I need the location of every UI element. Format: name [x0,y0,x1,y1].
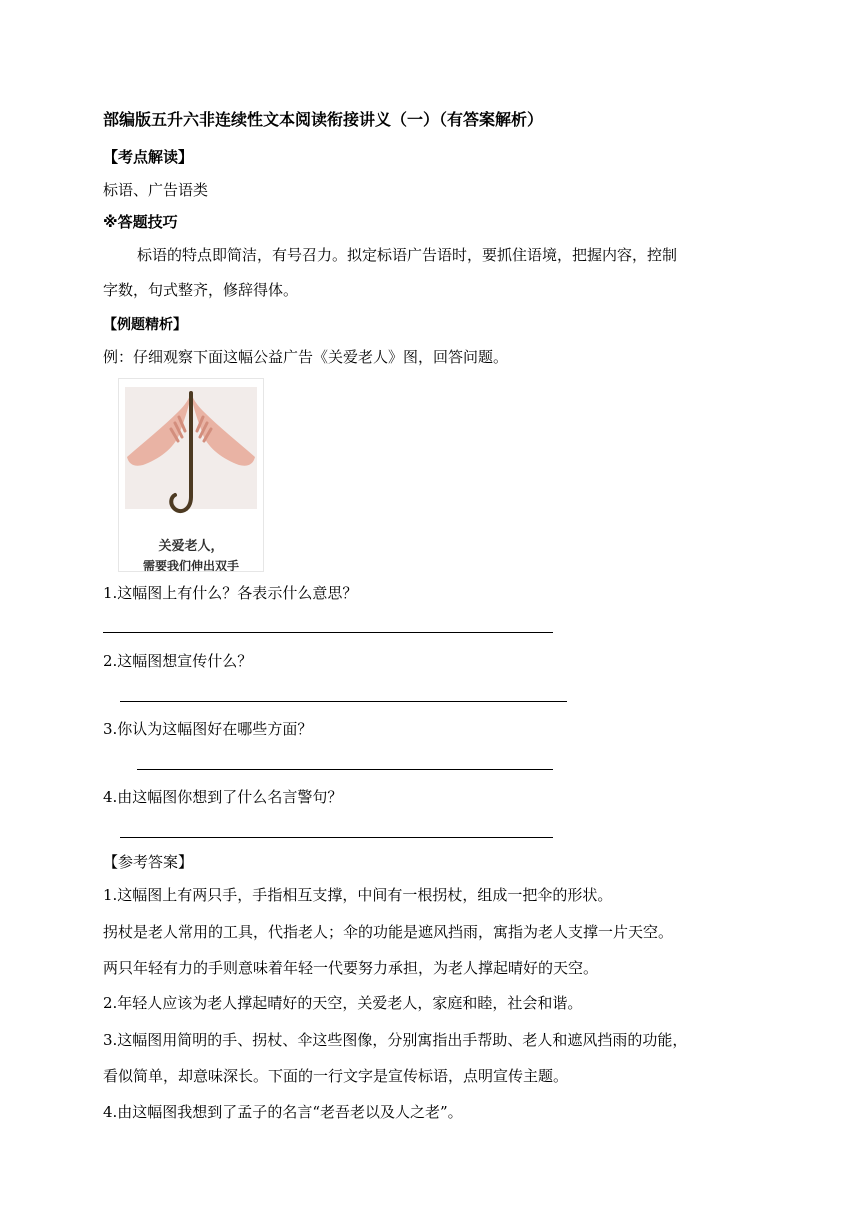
tips-text-line-2: 字数，句式整齐，修辞得体。 [103,281,299,299]
answer-text-6: 看似简单，却意味深长。下面的一行文字是宣传标语，点明宣传主题。 [103,1067,569,1085]
section-text-key-points: 标语、广告语类 [103,181,209,199]
answer-line-3[interactable] [137,769,553,770]
public-service-ad-image [118,378,264,572]
example-intro: 例：仔细观察下面这幅公益广告《关爱老人》图，回答问题。 [103,348,509,366]
example-heading: 【例题精析】 [103,317,187,333]
hands-umbrella-illustration [119,379,263,529]
answers-heading: 【参考答案】 [103,853,194,871]
answer-line-2[interactable] [120,701,567,702]
question-1: 1.这幅图上有什么？各表示什么意思？ [103,584,358,602]
question-2: 2.这幅图想宣传什么？ [103,652,253,670]
left-hand-shape [127,393,191,466]
section-heading-key-points: 【考点解读】 [103,148,194,166]
tips-heading: ※答题技巧 [103,213,178,231]
tips-text-line-1: 标语的特点即简洁，有号召力。拟定标语广告语时，要抓住语境，把握内容，控制 [137,246,678,264]
question-4: 4.由这幅图你想到了什么名言警句？ [103,788,343,806]
image-caption-line-1: 关爱老人， [158,539,224,554]
answer-line-1[interactable] [103,632,553,633]
question-3: 3.你认为这幅图好在哪些方面？ [103,720,313,738]
right-hand-shape [191,393,255,466]
answer-text-4: 2.年轻人应该为老人撑起晴好的天空，关爱老人，家庭和睦，社会和谐。 [103,994,583,1012]
document-title: 部编版五升六非连续性文本阅读衔接讲义（一）（有答案解析） [103,110,544,129]
answer-text-3: 两只年轻有力的手则意味着年轻一代要努力承担，为老人撑起晴好的天空。 [103,959,599,977]
answer-line-4[interactable] [120,837,553,838]
image-caption-line-2: 需要我们伸出双手 [142,559,239,572]
answer-text-2: 拐杖是老人常用的工具，代指老人；伞的功能是遮风挡雨，寓指为老人支撑一片天空。 [103,923,674,941]
answer-text-5: 3.这幅图用简明的手、拐杖、伞这些图像，分别寓指出手帮助、老人和遮风挡雨的功能， [103,1031,688,1049]
answer-text-7: 4.由这幅图我想到了孟子的名言“老吾老以及人之老”。 [103,1103,463,1121]
answer-text-1: 1.这幅图上有两只手，手指相互支撑，中间有一根拐杖，组成一把伞的形状。 [103,886,613,904]
